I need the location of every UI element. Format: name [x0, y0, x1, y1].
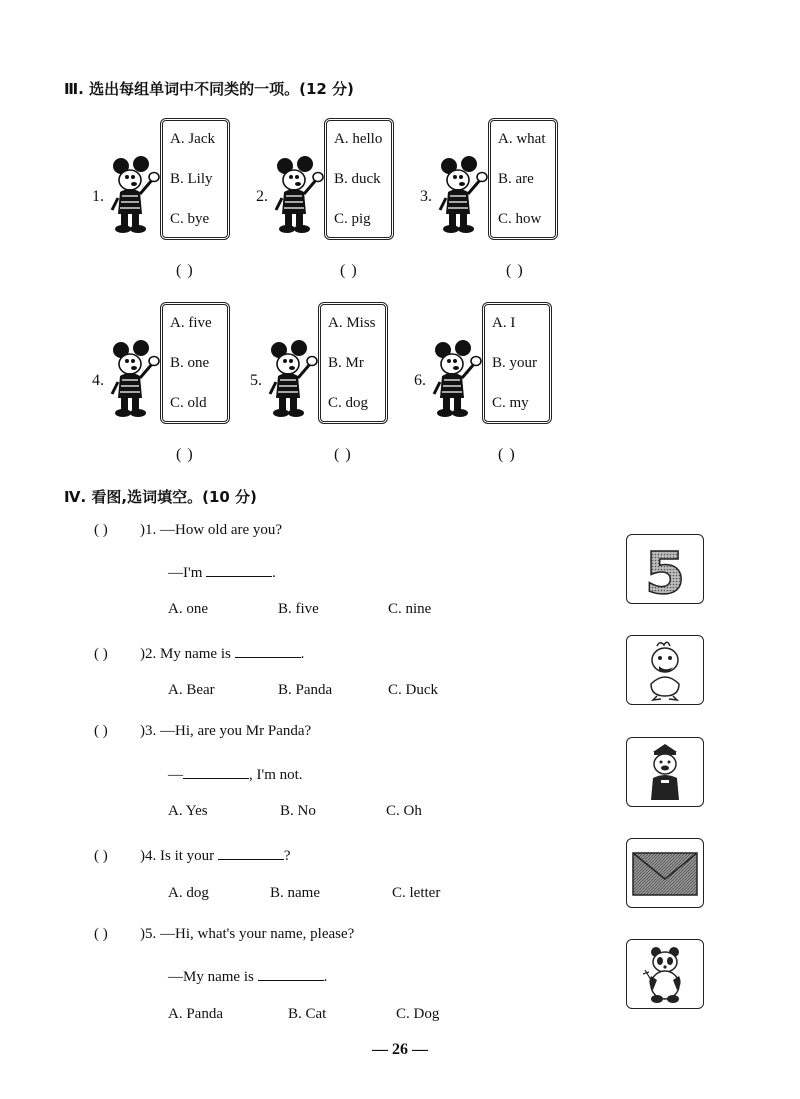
- word-options-box: [160, 118, 230, 240]
- envelope-icon: [627, 839, 703, 907]
- answer-blank[interactable]: ( ): [94, 926, 108, 942]
- option-a: A. Jack: [170, 131, 215, 147]
- panda-icon: [627, 940, 703, 1008]
- number-five-picture: [626, 534, 704, 604]
- police-dog-picture: [626, 737, 704, 807]
- group-number: 6.: [414, 372, 426, 389]
- question-3: ( ) )3. —Hi, are you Mr Panda?: [94, 723, 312, 739]
- word-group-6: [414, 302, 584, 432]
- word-group-4: [92, 302, 262, 432]
- mickey-mouse-icon: [110, 156, 160, 234]
- fill-blank[interactable]: [258, 966, 324, 981]
- word-options-box: [482, 302, 552, 424]
- mickey-mouse-icon: [268, 340, 318, 418]
- number-five-glyph: 5: [644, 539, 686, 603]
- question-2: ( ) )2. My name is .: [94, 643, 304, 663]
- word-group-2: [256, 118, 426, 248]
- answer-blank[interactable]: ( ): [94, 848, 108, 864]
- mickey-mouse-icon: [432, 340, 482, 418]
- question-1: ( ) )1. —How old are you?: [94, 522, 283, 538]
- letter-envelope-picture: [626, 838, 704, 908]
- option-c: C. old: [170, 395, 207, 411]
- group-number: 1.: [92, 188, 104, 205]
- word-group-3: [420, 118, 590, 248]
- group-number: 5.: [250, 372, 262, 389]
- option-b: B. Mr: [328, 355, 364, 371]
- group-number: 3.: [420, 188, 432, 205]
- option-b: B. duck: [334, 171, 381, 187]
- answer-blank[interactable]: ( ): [176, 446, 194, 463]
- mickey-mouse-icon: [110, 340, 160, 418]
- section-3-title: Ⅲ. 选出每组单词中不同类的一项。(12 分): [64, 80, 354, 98]
- option-a: A. I: [492, 315, 516, 331]
- duck-picture: [626, 635, 704, 705]
- option-c: C. how: [498, 211, 542, 227]
- option-c: C. bye: [170, 211, 210, 227]
- option-a: A. Miss: [328, 315, 376, 331]
- question-5-line2: —My name is .: [168, 966, 327, 986]
- fill-blank[interactable]: [183, 764, 249, 779]
- answer-blank[interactable]: ( ): [506, 262, 524, 279]
- option-a: A. five: [170, 315, 212, 331]
- answer-blank[interactable]: ( ): [176, 262, 194, 279]
- answer-blank[interactable]: ( ): [498, 446, 516, 463]
- answer-blank[interactable]: ( ): [340, 262, 358, 279]
- question-1-text: —How old are you?: [160, 522, 283, 538]
- duck-icon: [627, 636, 703, 704]
- word-group-5: [250, 302, 420, 432]
- question-1-line2: —I'm .: [168, 562, 276, 582]
- question-3-line2: — , I'm not.: [168, 764, 303, 784]
- option-b: B. Lily: [170, 171, 213, 187]
- panda-picture: [626, 939, 704, 1009]
- word-options-box: [318, 302, 388, 424]
- option-a: A. what: [498, 131, 546, 147]
- mickey-mouse-icon: [274, 156, 324, 234]
- option-c: C. pig: [334, 211, 371, 227]
- option-c: C. dog: [328, 395, 369, 411]
- question-4: ( ) )4. Is it your ?: [94, 845, 291, 865]
- word-options-box: [324, 118, 394, 240]
- mickey-mouse-icon: [438, 156, 488, 234]
- option-b: B. your: [492, 355, 537, 371]
- option-b: B. are: [498, 171, 534, 187]
- answer-blank[interactable]: ( ): [334, 446, 352, 463]
- answer-blank[interactable]: ( ): [94, 723, 108, 739]
- option-c: C. my: [492, 395, 529, 411]
- question-5: ( ) )5. —Hi, what's your name, please?: [94, 926, 355, 942]
- word-group-1: [92, 118, 262, 248]
- fill-blank[interactable]: [235, 643, 301, 658]
- police-officer-icon: [627, 738, 703, 806]
- fill-blank[interactable]: [218, 845, 284, 860]
- section-4-title: Ⅳ. 看图,选词填空。(10 分): [64, 488, 257, 506]
- word-options-box: [488, 118, 558, 240]
- page-number: — 26 —: [372, 1041, 428, 1058]
- word-options-box: [160, 302, 230, 424]
- group-number: 2.: [256, 188, 268, 205]
- option-b: B. one: [170, 355, 210, 371]
- option-a: A. hello: [334, 131, 383, 147]
- answer-blank[interactable]: ( ): [94, 522, 108, 538]
- group-number: 4.: [92, 372, 104, 389]
- answer-blank[interactable]: ( ): [94, 646, 108, 662]
- fill-blank[interactable]: [206, 562, 272, 577]
